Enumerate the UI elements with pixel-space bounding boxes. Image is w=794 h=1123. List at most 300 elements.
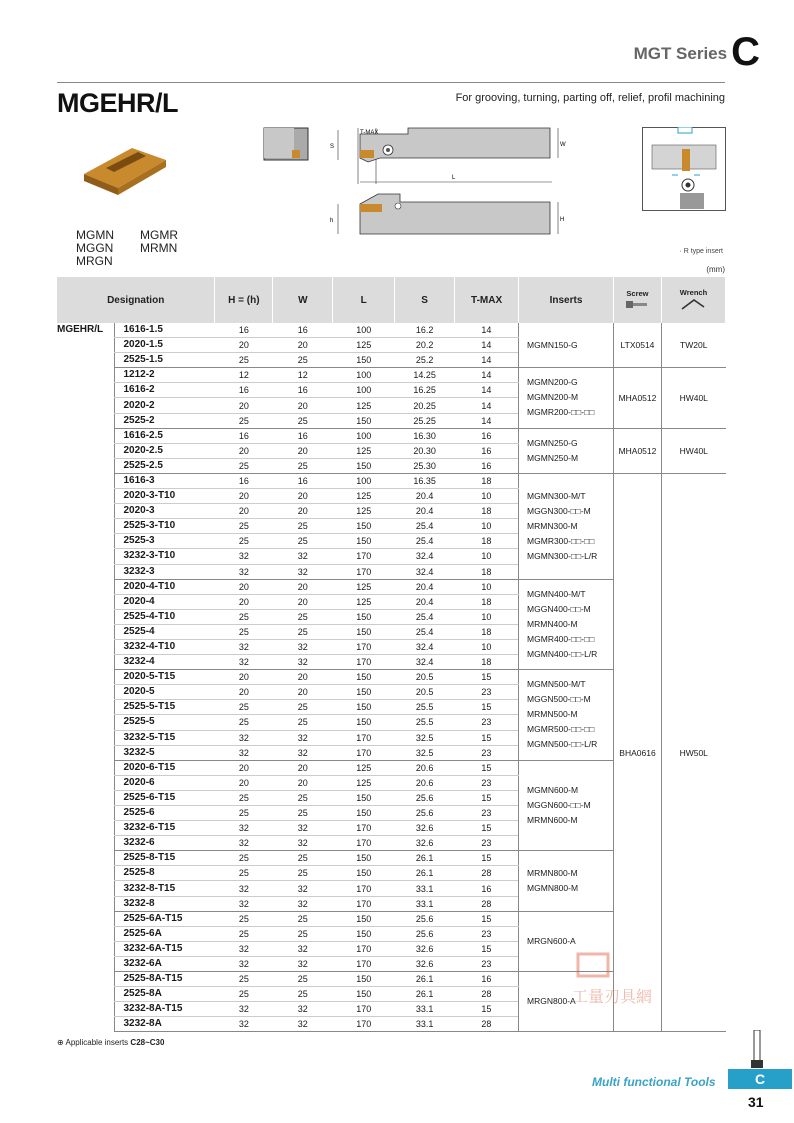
value-cell: 170 [333, 836, 395, 851]
value-cell: 20 [215, 775, 273, 790]
value-cell: 12 [273, 368, 333, 383]
page-number: 31 [748, 1094, 764, 1110]
value-cell: 25 [273, 458, 333, 473]
inserts-cell [519, 473, 614, 579]
value-cell: 16.30 [395, 428, 455, 443]
value-cell: 18 [455, 473, 519, 488]
designation-cell: 3232-4-T10 [115, 639, 215, 654]
designation-cell: 2020-5 [115, 685, 215, 700]
value-cell: 20 [215, 504, 273, 519]
designation-cell: 3232-5-T15 [115, 730, 215, 745]
value-cell: 25.5 [395, 700, 455, 715]
value-cell: 150 [333, 926, 395, 941]
value-cell: 26.1 [395, 987, 455, 1002]
screw-cell: MHA0512 [613, 368, 661, 428]
value-cell: 32.6 [395, 836, 455, 851]
insert-code: MGMR200-□□-□□ [527, 407, 595, 418]
screw-label: Screw [626, 288, 649, 298]
designation-cell: 3232-8-T15 [115, 881, 215, 896]
designation-cell: 2020-6 [115, 775, 215, 790]
designation-cell: 1616-1.5 [115, 323, 215, 338]
value-cell: 32.6 [395, 821, 455, 836]
value-cell: 150 [333, 851, 395, 866]
value-cell: 150 [333, 987, 395, 1002]
insert-code: MRMN600-M [527, 815, 578, 825]
insert-code: MGGN500-□□-M [527, 694, 591, 705]
insert-type: MRGN [76, 254, 113, 268]
value-cell: 125 [333, 594, 395, 609]
value-cell: 32 [273, 896, 333, 911]
value-cell: 170 [333, 821, 395, 836]
value-cell: 125 [333, 489, 395, 504]
tool-icon [748, 1030, 766, 1070]
value-cell: 33.1 [395, 1002, 455, 1017]
value-cell: 15 [455, 851, 519, 866]
footnote-pages: C28~C30 [130, 1038, 165, 1047]
value-cell: 150 [333, 353, 395, 368]
value-cell: 20 [273, 504, 333, 519]
value-cell: 32 [273, 655, 333, 670]
value-cell: 20 [273, 338, 333, 353]
screw-cell: BHA0616 [613, 473, 661, 1031]
value-cell: 25.4 [395, 519, 455, 534]
insert-code: MRMN500-M [527, 709, 578, 720]
value-cell: 150 [333, 413, 395, 428]
value-cell: 20 [215, 443, 273, 458]
designation-cell: 2525-5-T15 [115, 700, 215, 715]
designation-cell: 1616-2.5 [115, 428, 215, 443]
insert-code: MGMR300-□□-□□ [527, 535, 595, 546]
value-cell: 32 [273, 639, 333, 654]
value-cell: 25 [273, 972, 333, 987]
h-small-dim-label: h [330, 218, 334, 224]
value-cell: 150 [333, 790, 395, 805]
designation-cell: 2525-3-T10 [115, 519, 215, 534]
designation-cell: 2020-3 [115, 504, 215, 519]
insert-code: MRGN800-A [527, 996, 576, 1007]
value-cell: 25.4 [395, 609, 455, 624]
insert-code: MGGN600-□□-M [527, 800, 591, 810]
value-cell: 18 [455, 534, 519, 549]
value-cell: 150 [333, 609, 395, 624]
value-cell: 14 [455, 413, 519, 428]
value-cell: 32 [273, 745, 333, 760]
value-cell: 20.5 [395, 685, 455, 700]
value-cell: 16 [273, 473, 333, 488]
h-header: H = (h) [215, 277, 273, 323]
wrench-cell: HW50L [661, 473, 725, 1031]
value-cell: 25 [215, 458, 273, 473]
table-row [57, 428, 726, 443]
value-cell: 23 [455, 745, 519, 760]
value-cell: 32 [215, 1002, 273, 1017]
insert-image [78, 138, 170, 198]
value-cell: 25.4 [395, 534, 455, 549]
insert-code: MGMN800-M [527, 882, 579, 893]
value-cell: 20 [215, 398, 273, 413]
value-cell: 150 [333, 806, 395, 821]
value-cell: 32 [215, 655, 273, 670]
designation-cell: 1616-2 [115, 383, 215, 398]
value-cell: 150 [333, 715, 395, 730]
value-cell: 25 [215, 926, 273, 941]
value-cell: 25 [215, 790, 273, 805]
value-cell: 33.1 [395, 881, 455, 896]
value-cell: 32 [215, 639, 273, 654]
value-cell: 32.5 [395, 730, 455, 745]
value-cell: 16 [455, 881, 519, 896]
value-cell: 150 [333, 866, 395, 881]
insert-code: MGMN600-M [527, 785, 579, 795]
value-cell: 20.4 [395, 594, 455, 609]
value-cell: 18 [455, 504, 519, 519]
designation-cell: 3232-3-T10 [115, 549, 215, 564]
value-cell: 14 [455, 383, 519, 398]
value-cell: 125 [333, 398, 395, 413]
value-cell: 170 [333, 745, 395, 760]
value-cell: 170 [333, 896, 395, 911]
value-cell: 15 [455, 821, 519, 836]
value-cell: 16 [215, 323, 273, 338]
value-cell: 20.4 [395, 489, 455, 504]
value-cell: 26.1 [395, 866, 455, 881]
w-header: W [273, 277, 333, 323]
value-cell: 15 [455, 730, 519, 745]
designation-cell: 2020-4 [115, 594, 215, 609]
value-cell: 32 [273, 1002, 333, 1017]
value-cell: 170 [333, 956, 395, 971]
w-dim-label: W [560, 142, 566, 148]
value-cell: 25 [215, 413, 273, 428]
value-cell: 25 [215, 519, 273, 534]
l-header: L [333, 277, 395, 323]
rtype-note: · R type insert [679, 248, 723, 255]
category-label: Multi functional Tools [592, 1075, 716, 1089]
arrow-circle-icon: ⊕ [57, 1038, 64, 1047]
value-cell: 25 [273, 806, 333, 821]
insert-code: MGMN200-G [527, 377, 578, 388]
value-cell: 125 [333, 443, 395, 458]
insert-code: MRMN400-M [527, 618, 578, 629]
value-cell: 32.4 [395, 564, 455, 579]
value-cell: 150 [333, 534, 395, 549]
value-cell: 16 [455, 972, 519, 987]
value-cell: 32 [273, 956, 333, 971]
value-cell: 25.6 [395, 806, 455, 821]
value-cell: 32 [273, 836, 333, 851]
value-cell: 170 [333, 639, 395, 654]
value-cell: 170 [333, 1017, 395, 1032]
insert-code: MGMN250-G [527, 437, 578, 448]
value-cell: 25 [215, 911, 273, 926]
insert-code: MGMN150-G [527, 339, 578, 350]
wrench-header [661, 277, 725, 323]
value-cell: 32 [215, 549, 273, 564]
value-cell: 25.30 [395, 458, 455, 473]
value-cell: 20 [215, 594, 273, 609]
value-cell: 28 [455, 866, 519, 881]
value-cell: 16 [273, 323, 333, 338]
value-cell: 20.4 [395, 579, 455, 594]
value-cell: 170 [333, 881, 395, 896]
value-cell: 14 [455, 353, 519, 368]
value-cell: 32 [215, 730, 273, 745]
value-cell: 32 [273, 821, 333, 836]
value-cell: 170 [333, 941, 395, 956]
value-cell: 100 [333, 368, 395, 383]
value-cell: 20.25 [395, 398, 455, 413]
value-cell: 25 [215, 851, 273, 866]
value-cell: 20 [273, 685, 333, 700]
value-cell: 25 [273, 715, 333, 730]
h-big-dim-label: H [560, 217, 565, 223]
value-cell: 32.4 [395, 639, 455, 654]
value-cell: 32 [215, 941, 273, 956]
designation-cell: 2525-5 [115, 715, 215, 730]
value-cell: 23 [455, 715, 519, 730]
value-cell: 170 [333, 1002, 395, 1017]
value-cell: 125 [333, 338, 395, 353]
designation-cell: 1212-2 [115, 368, 215, 383]
value-cell: 25 [215, 972, 273, 987]
value-cell: 25.4 [395, 624, 455, 639]
value-cell: 25.2 [395, 353, 455, 368]
value-cell: 20 [273, 760, 333, 775]
designation-cell: 2020-5-T15 [115, 670, 215, 685]
designation-cell: 1616-3 [115, 473, 215, 488]
value-cell: 15 [455, 670, 519, 685]
value-cell: 32 [215, 564, 273, 579]
value-cell: 25 [215, 806, 273, 821]
designation-cell: 3232-8A [115, 1017, 215, 1032]
inserts-cell [519, 851, 614, 911]
designation-cell: 2525-6 [115, 806, 215, 821]
designation-cell: 3232-6A-T15 [115, 941, 215, 956]
value-cell: 20 [215, 338, 273, 353]
value-cell: 25 [215, 700, 273, 715]
value-cell: 100 [333, 428, 395, 443]
value-cell: 18 [455, 655, 519, 670]
value-cell: 125 [333, 579, 395, 594]
designation-cell: 2020-6-T15 [115, 760, 215, 775]
value-cell: 170 [333, 730, 395, 745]
value-cell: 32 [273, 941, 333, 956]
footnote-text: Applicable inserts [65, 1038, 129, 1047]
s-header: S [395, 277, 455, 323]
insert-type-list [76, 229, 204, 268]
value-cell: 14.25 [395, 368, 455, 383]
page-title: MGEHR/L [57, 88, 178, 118]
value-cell: 25 [273, 700, 333, 715]
value-cell: 15 [455, 911, 519, 926]
designation-cell: 2525-8A-T15 [115, 972, 215, 987]
value-cell: 23 [455, 836, 519, 851]
value-cell: 18 [455, 564, 519, 579]
value-cell: 32 [273, 881, 333, 896]
designation-cell: 3232-8 [115, 896, 215, 911]
wrench-cell: HW40L [661, 428, 725, 473]
insert-type: MGMN [76, 228, 114, 242]
designation-cell: 2020-2.5 [115, 443, 215, 458]
value-cell: 20 [215, 760, 273, 775]
l-dim-label: L [452, 175, 456, 181]
value-cell: 25 [273, 851, 333, 866]
value-cell: 25 [273, 790, 333, 805]
insert-type: MGMR [140, 228, 178, 242]
value-cell: 25 [273, 987, 333, 1002]
value-cell: 25 [215, 353, 273, 368]
value-cell: 20 [215, 685, 273, 700]
inserts-cell [519, 670, 614, 761]
value-cell: 20 [273, 670, 333, 685]
value-cell: 25 [273, 609, 333, 624]
value-cell: 25.6 [395, 926, 455, 941]
value-cell: 10 [455, 579, 519, 594]
svg-text:工量刃具網: 工量刃具網 [572, 987, 653, 1006]
value-cell: 32.4 [395, 549, 455, 564]
value-cell: 20 [215, 670, 273, 685]
value-cell: 100 [333, 473, 395, 488]
value-cell: 25.25 [395, 413, 455, 428]
value-cell: 25 [215, 715, 273, 730]
insert-type: MRMN [140, 241, 178, 255]
value-cell: 16 [215, 428, 273, 443]
value-cell: 20.5 [395, 670, 455, 685]
spec-table [57, 277, 726, 1032]
value-cell: 150 [333, 519, 395, 534]
inserts-cell [519, 323, 614, 368]
value-cell: 26.1 [395, 851, 455, 866]
value-cell: 150 [333, 685, 395, 700]
s-dim-label: S [330, 144, 335, 150]
value-cell: 25 [215, 987, 273, 1002]
value-cell: 25 [215, 624, 273, 639]
designation-cell: 2020-1.5 [115, 338, 215, 353]
designation-cell: 3232-6-T15 [115, 821, 215, 836]
wrench-cell: HW40L [661, 368, 725, 428]
value-cell: 32.5 [395, 745, 455, 760]
insert-code: MGMR500-□□-□□ [527, 724, 595, 735]
table-header-row [57, 277, 726, 323]
designation-cell: 2525-8 [115, 866, 215, 881]
insert-code: MGGN400-□□-M [527, 603, 591, 614]
value-cell: 32 [215, 881, 273, 896]
value-cell: 20.30 [395, 443, 455, 458]
value-cell: 16 [455, 428, 519, 443]
designation-cell: 2525-8-T15 [115, 851, 215, 866]
value-cell: 14 [455, 398, 519, 413]
designation-cell: 3232-8A-T15 [115, 1002, 215, 1017]
value-cell: 32.6 [395, 941, 455, 956]
value-cell: 20 [273, 594, 333, 609]
screw-cell: MHA0512 [613, 428, 661, 473]
value-cell: 25.6 [395, 911, 455, 926]
tmax-header: T-MAX [455, 277, 519, 323]
value-cell: 20.6 [395, 775, 455, 790]
value-cell: 20 [273, 579, 333, 594]
watermark-logo [570, 950, 680, 1012]
designation-cell: 3232-4 [115, 655, 215, 670]
value-cell: 25 [273, 534, 333, 549]
value-cell: 16.2 [395, 323, 455, 338]
value-cell: 25 [273, 353, 333, 368]
value-cell: 16 [273, 428, 333, 443]
value-cell: 28 [455, 896, 519, 911]
designation-header: Designation [57, 277, 215, 323]
screw-header [613, 277, 661, 323]
designation-cell: 2525-2.5 [115, 458, 215, 473]
value-cell: 20 [273, 398, 333, 413]
value-cell: 28 [455, 1017, 519, 1032]
insert-code: MRMN300-M [527, 520, 578, 531]
value-cell: 16 [215, 383, 273, 398]
value-cell: 14 [455, 323, 519, 338]
wrench-icon [680, 297, 706, 311]
value-cell: 32 [273, 730, 333, 745]
insert-code: MGMN300-M/T [527, 490, 586, 501]
insert-code: MRMN800-M [527, 867, 578, 878]
top-divider [57, 82, 725, 83]
designation-cell: 2525-4-T10 [115, 609, 215, 624]
wrench-label: Wrench [679, 287, 708, 297]
value-cell: 32.4 [395, 655, 455, 670]
value-cell: 18 [455, 594, 519, 609]
value-cell: 125 [333, 504, 395, 519]
value-cell: 10 [455, 519, 519, 534]
value-cell: 16.25 [395, 383, 455, 398]
insert-code: MGMR400-□□-□□ [527, 633, 595, 644]
value-cell: 20 [273, 489, 333, 504]
value-cell: 20.4 [395, 504, 455, 519]
holder-end-view [262, 126, 312, 162]
value-cell: 15 [455, 941, 519, 956]
value-cell: 170 [333, 549, 395, 564]
table-row [57, 473, 726, 488]
value-cell: 32 [215, 836, 273, 851]
value-cell: 20 [215, 489, 273, 504]
value-cell: 32.6 [395, 956, 455, 971]
value-cell: 32 [273, 1017, 333, 1032]
family-label: MGEHR/L [57, 324, 104, 335]
tmax-dim-label: T-MAX [360, 130, 379, 136]
inserts-cell [519, 579, 614, 670]
section-letter: C [731, 30, 760, 74]
value-cell: 23 [455, 685, 519, 700]
designation-cell: 3232-6A [115, 956, 215, 971]
value-cell: 23 [455, 956, 519, 971]
value-cell: 16 [455, 443, 519, 458]
value-cell: 32 [215, 745, 273, 760]
inserts-cell [519, 428, 614, 473]
value-cell: 20 [273, 443, 333, 458]
value-cell: 10 [455, 489, 519, 504]
value-cell: 25.5 [395, 715, 455, 730]
insert-code: MGMN250-M [527, 452, 579, 463]
designation-cell: 3232-6 [115, 836, 215, 851]
value-cell: 10 [455, 549, 519, 564]
designation-cell: 2020-4-T10 [115, 579, 215, 594]
value-cell: 16 [273, 383, 333, 398]
value-cell: 33.1 [395, 1017, 455, 1032]
designation-cell: 2020-3-T10 [115, 489, 215, 504]
value-cell: 33.1 [395, 896, 455, 911]
value-cell: 125 [333, 775, 395, 790]
designation-cell: 2525-6A-T15 [115, 911, 215, 926]
section-tab: C [728, 1069, 792, 1089]
designation-cell: 2525-6-T15 [115, 790, 215, 805]
value-cell: 20 [215, 579, 273, 594]
table-row [57, 368, 726, 383]
